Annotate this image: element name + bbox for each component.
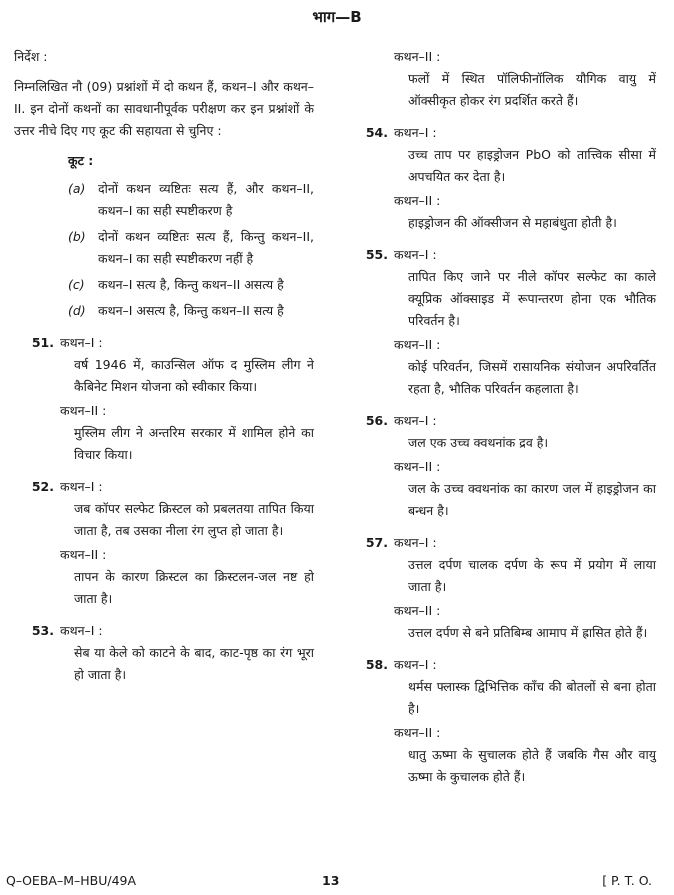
option-text: दोनों कथन व्यष्टितः सत्य हैं, और कथन–II, कथन–I का सही स्पष्टीकरण है [98,181,314,218]
code-title: कूट : [68,153,94,168]
instructions-body: निम्नलिखित नौ (09) प्रश्नांशों में दो कथन हैं, कथन–I और कथन–II. इन दोनों कथनों का सावधानीपूर्वक परीक्षण कर इन प्रश्नांशों के उत्तर नीचे दिए गए कूट की सहायता से चुनिए : [14,79,314,138]
page-footer [0,870,674,890]
instructions-title: निर्देश : [14,49,48,64]
statement-2: हाइड्रोजन की ऑक्सीजन से महाबंधुता होती है। [408,215,617,230]
statement-1-label: कथन–I : [394,535,437,550]
statement-1: वर्ष 1946 में, काउन्सिल ऑफ द मुस्लिम लीग ने कैबिनेट मिशन योजना को स्वीकार किया। [74,357,314,394]
code-block [68,150,314,322]
statement-2: धातु ऊष्मा के सुचालक होते हैं जबकि गैस और वायु ऊष्मा के कुचालक होते हैं। [408,747,656,784]
option-text: दोनों कथन व्यष्टितः सत्य हैं, किन्तु कथन–II, कथन–I का सही स्पष्टीकरण नहीं है [98,229,314,266]
statement-2-label: कथन–II : [394,337,441,352]
statement-1: उत्तल दर्पण चालक दर्पण के रूप में प्रयोग में लाया जाता है। [408,557,656,594]
page-title: भाग—B [312,8,362,26]
statement-1-label: कथन–I : [394,125,437,140]
statement-1-label: कथन–I : [394,247,437,262]
question-55 [360,244,656,400]
question-56 [360,410,656,522]
statement-2: कोई परिवर्तन, जिसमें रासायनिक संयोजन अपरिवर्तित रहता है, भौतिक परिवर्तन कहलाता है। [408,359,656,396]
question-52 [14,476,314,610]
statement-2-label: कथन–II : [394,459,441,474]
right-column [360,46,656,790]
question-number: 57. [365,535,388,550]
statement-1-label: कथन–I : [60,479,103,494]
booklet-code: Q–OEBA–M–HBU/49A [6,873,137,888]
option-label: (b) [68,229,86,244]
option-b [68,226,314,270]
pto-label: [ P. T. O. [602,873,652,888]
statement-2: उत्तल दर्पण से बने प्रतिबिम्ब आमाप में ह्रासित होते हैं। [408,625,648,640]
page-number: 13 [322,873,340,888]
option-a [68,178,314,222]
statement-1-label: कथन–I : [60,623,103,638]
question-number: 55. [365,247,388,262]
statement-1-label: कथन–I : [394,657,437,672]
option-label: (a) [68,181,86,196]
question-51 [14,332,314,466]
question-number: 51. [31,335,54,350]
question-number: 54. [365,125,388,140]
option-c [68,274,314,296]
statement-2-label: कथन–II : [60,403,107,418]
option-text: कथन–I सत्य है, किन्तु कथन–II असत्य है [98,277,284,292]
question-58 [360,654,656,788]
statement-1: जल एक उच्च क्वथनांक द्रव है। [408,435,549,450]
statement-1: उच्च ताप पर हाइड्रोजन PbO को तात्त्विक सीसा में अपचयित कर देता है। [408,147,656,184]
statement-2: तापन के कारण क्रिस्टल का क्रिस्टलन-जल नष्ट हो जाता है। [74,569,314,606]
option-d [68,300,314,322]
question-57 [360,532,656,644]
statement-2-label: कथन–II : [394,193,441,208]
statement-1: तापित किए जाने पर नीले कॉपर सल्फेट का काले क्यूप्रिक ऑक्साइड में रूपान्तरण होना एक भौतिक परिवर्तन है। [408,269,656,328]
statement-1-label: कथन–I : [394,413,437,428]
statement-2: मुस्लिम लीग ने अन्तरिम सरकार में शामिल होने का विचार किया। [74,425,314,462]
statement-1: जब कॉपर सल्फेट क्रिस्टल को प्रबलतया तापित किया जाता है, तब उसका नीला रंग लुप्त हो जाता है। [74,501,314,538]
question-number: 53. [31,623,54,638]
option-text: कथन–I असत्य है, किन्तु कथन–II सत्य है [98,303,284,318]
statement-2-label: कथन–II : [394,49,441,64]
statement-2-label: कथन–II : [394,603,441,618]
question-53-continued [360,46,656,112]
statement-1: सेब या केले को काटने के बाद, काट-पृष्ठ का रंग भूरा हो जाता है। [74,645,314,682]
statement-2-label: कथन–II : [394,725,441,740]
question-number: 58. [365,657,388,672]
question-53 [14,620,314,686]
statement-1: थर्मस फ्लास्क द्विभित्तिक काँच की बोतलों से बना होता है। [408,679,656,716]
option-label: (d) [68,303,86,318]
left-column [14,46,314,688]
option-label: (c) [68,277,85,292]
statement-2: फलों में स्थित पॉलिफीनॉलिक यौगिक वायु में ऑक्सीकृत होकर रंग प्रदर्शित करते हैं। [408,71,656,108]
question-number: 56. [365,413,388,428]
question-number: 52. [31,479,54,494]
question-54 [360,122,656,234]
statement-2-label: कथन–II : [60,547,107,562]
statement-2: जल के उच्च क्वथनांक का कारण जल में हाइड्रोजन का बन्धन है। [408,481,656,518]
statement-1-label: कथन–I : [60,335,103,350]
